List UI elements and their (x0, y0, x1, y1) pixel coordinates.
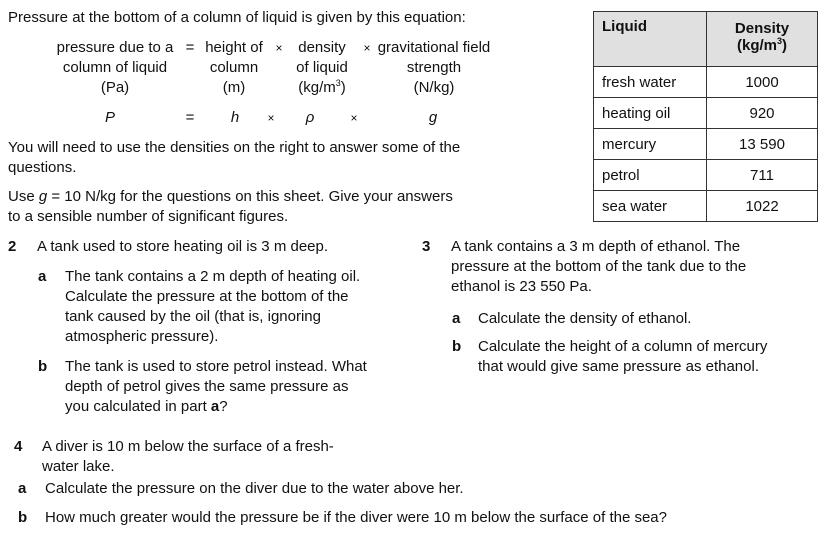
question-4a-text: Calculate the pressure on the diver due to the water above her. (45, 480, 464, 497)
equation-text: gravitational field (377, 39, 491, 56)
symbol-height: h (230, 109, 240, 126)
table-row (594, 67, 818, 98)
table-header-row (594, 12, 818, 67)
density-value: 13 590 (707, 129, 818, 160)
text-line: that would give same pressure as ethanol. (478, 358, 759, 375)
text-line: depth of petrol gives the same pressure as (65, 378, 349, 395)
text-line: tank caused by the oil (that is, ignoring (65, 308, 321, 325)
density-value: 1000 (707, 67, 818, 98)
question-4a-label: a (18, 480, 27, 497)
question-2-stem: A tank used to store heating oil is 3 m deep. (37, 238, 329, 255)
densities-note (8, 138, 460, 178)
equation-text: of liquid (296, 59, 348, 76)
question-2b-text (65, 357, 367, 417)
equation-text: column (209, 59, 259, 76)
equation-text: density (298, 39, 346, 56)
table-row (594, 160, 818, 191)
density-value: 1022 (707, 191, 818, 222)
table-row (594, 129, 818, 160)
text-line: Calculate the height of a column of mercury (478, 338, 768, 355)
text-line: pressure at the bottom of the tank due to the (451, 258, 747, 275)
text-line: A diver is 10 m below the surface of a fresh- (42, 438, 334, 455)
density-table (593, 11, 818, 222)
symbol-gravity: g (428, 109, 438, 126)
symbol-density: ρ (305, 109, 315, 126)
intro-text: Pressure at the bottom of a column of liquid is given by this equation: (8, 9, 466, 26)
equation-text: $(kg/m^3)$ (298, 78, 346, 96)
equation-text: pressure due to a (56, 39, 174, 56)
text-line: ethanol is 23 550 Pa. (451, 278, 592, 295)
equation-text: height of (205, 39, 263, 56)
equation-text: column of liquid (62, 59, 168, 76)
text-line: Calculate the pressure at the bottom of the (65, 288, 349, 305)
instruction-line: to a sensible number of significant figures. (8, 208, 289, 225)
equation-gravity-term (370, 38, 498, 98)
equation-text: strength (406, 59, 462, 76)
question-2b-label: b (38, 358, 48, 375)
question-3b-text (478, 337, 767, 377)
header-density: Density $(kg/m^3)$ (707, 12, 818, 67)
liquid-name: petrol (594, 160, 707, 191)
symbol-equals: = (185, 109, 195, 126)
instruction-line: Use g = 10 N/kg for the questions on this sheet. Give your answers (8, 188, 453, 205)
liquid-name: heating oil (594, 98, 707, 129)
liquid-name: sea water (594, 191, 707, 222)
text-line: you calculated in part a? (65, 398, 228, 415)
liquid-name: fresh water (594, 67, 707, 98)
text-line: water lake. (42, 458, 115, 475)
question-3-number: 3 (422, 238, 431, 255)
equation-text: (N/kg) (413, 79, 455, 96)
question-4-stem (42, 437, 334, 477)
header-liquid: Liquid (594, 12, 707, 67)
equation-text: (m) (222, 79, 246, 96)
question-3b-label: b (452, 338, 462, 355)
use-g-instruction (8, 187, 453, 227)
density-value: 920 (707, 98, 818, 129)
question-2a-text (65, 267, 360, 347)
note-line: questions. (8, 159, 77, 176)
symbol-times: × (267, 111, 275, 125)
equation-density-term (286, 38, 358, 98)
question-3a-text: Calculate the density of ethanol. (478, 310, 692, 327)
symbol-times: × (350, 111, 358, 125)
question-2a-label: a (38, 268, 47, 285)
question-4b-label: b (18, 509, 28, 526)
equation-height-term (198, 38, 270, 98)
text-line: The tank is used to store petrol instead. What (65, 358, 367, 375)
equation-text: (Pa) (100, 79, 130, 96)
equation-times: × (275, 41, 283, 55)
question-3a-label: a (452, 310, 461, 327)
density-value: 711 (707, 160, 818, 191)
table-row (594, 98, 818, 129)
text-line: The tank contains a 2 m depth of heating oil. (65, 268, 361, 285)
table-row (594, 191, 818, 222)
equation-pressure-term (50, 38, 180, 98)
text-line: atmospheric pressure). (65, 328, 219, 345)
question-4-number: 4 (14, 438, 23, 455)
note-line: You will need to use the densities on the right to answer some of the (8, 139, 461, 156)
text-line: A tank contains a 3 m depth of ethanol. The (451, 238, 741, 255)
question-4b-text: How much greater would the pressure be if the diver were 10 m below the surface of the sea? (45, 509, 667, 526)
equation-equals: = (185, 39, 195, 56)
question-2-number: 2 (8, 238, 17, 255)
symbol-pressure: P (104, 109, 115, 126)
question-3-stem (451, 237, 746, 297)
liquid-name: mercury (594, 129, 707, 160)
equation-times: × (363, 41, 371, 55)
